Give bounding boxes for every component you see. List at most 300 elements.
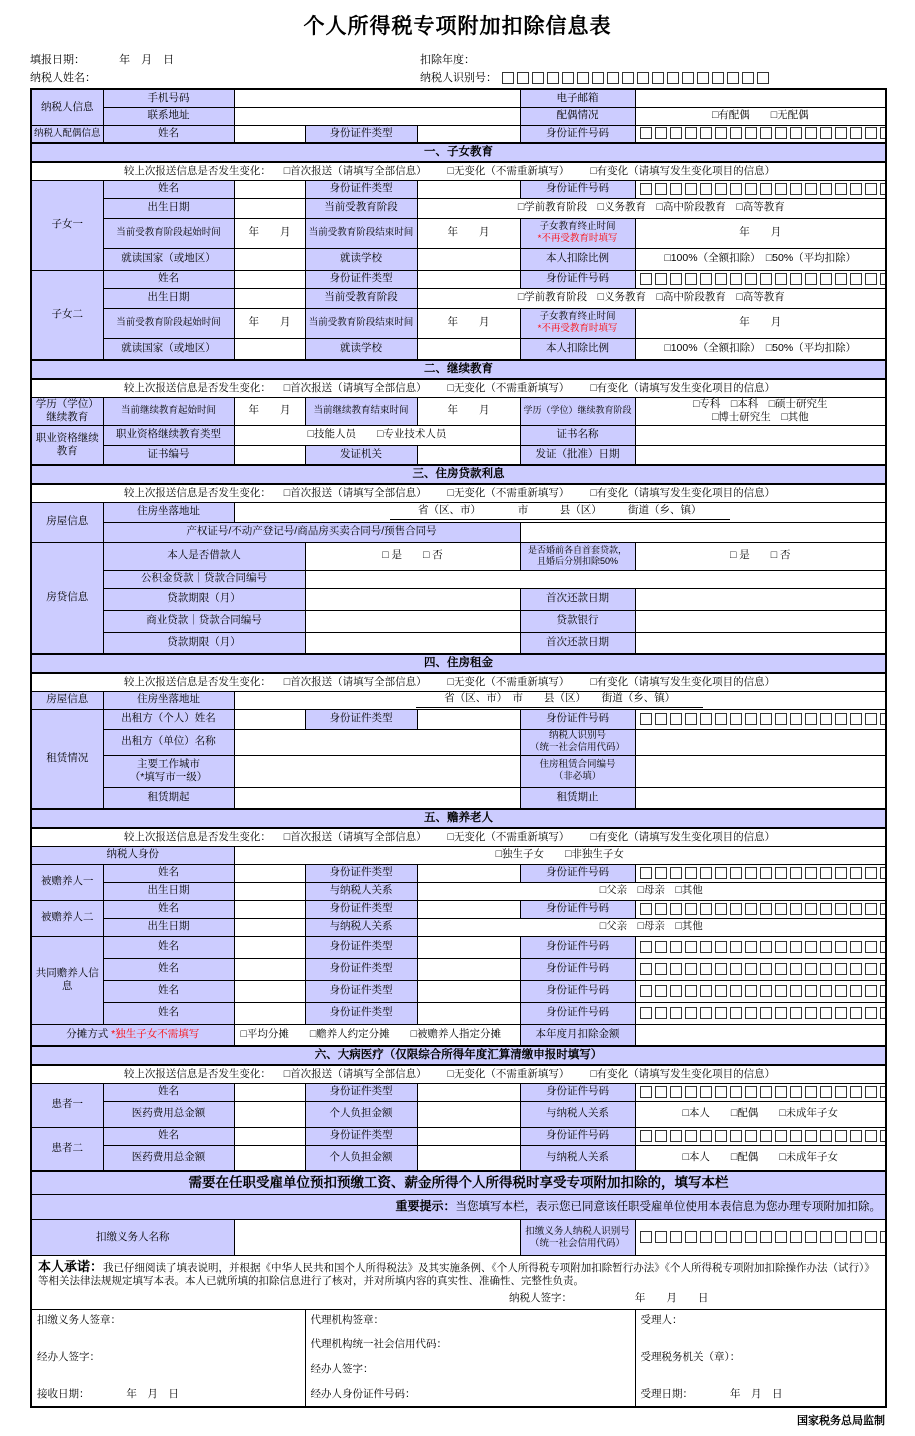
joint1-name-input[interactable] bbox=[234, 936, 305, 958]
id-digit-box[interactable] bbox=[805, 127, 817, 139]
child1-ratio-checkboxes[interactable]: □100%（全额扣除） □50%（平均扣除） bbox=[635, 248, 886, 270]
change-opt-changed[interactable]: □有变化（请填写发生变化项目的信息） bbox=[590, 164, 776, 177]
id-digit-box[interactable] bbox=[850, 713, 862, 725]
child1-country-input[interactable] bbox=[234, 248, 305, 270]
landlord-org-input[interactable] bbox=[234, 729, 520, 755]
id-digit-box[interactable] bbox=[700, 713, 712, 725]
id-digit-box[interactable] bbox=[775, 903, 787, 915]
id-digit-box[interactable] bbox=[760, 941, 772, 953]
id-digit-box[interactable] bbox=[835, 273, 847, 285]
id-digit-box[interactable] bbox=[730, 867, 742, 879]
id-digit-box[interactable] bbox=[865, 1231, 877, 1243]
id-digit-box[interactable] bbox=[865, 985, 877, 997]
id-digit-box[interactable] bbox=[655, 183, 667, 195]
id-digit-box[interactable] bbox=[745, 985, 757, 997]
id-digit-box[interactable] bbox=[865, 273, 877, 285]
id-digit-box[interactable] bbox=[700, 183, 712, 195]
id-digit-box[interactable] bbox=[715, 273, 727, 285]
id-digit-box[interactable] bbox=[715, 1007, 727, 1019]
patient1-id-boxes[interactable] bbox=[635, 1083, 886, 1101]
commercial-term-input[interactable] bbox=[305, 632, 520, 654]
id-digit-box[interactable] bbox=[745, 183, 757, 195]
id-digit-box[interactable] bbox=[775, 1007, 787, 1019]
id-digit-box[interactable] bbox=[640, 273, 652, 285]
id-digit-box[interactable] bbox=[880, 273, 886, 285]
id-digit-box[interactable] bbox=[820, 713, 832, 725]
id-digit-box[interactable] bbox=[685, 963, 697, 975]
joint3-id-boxes[interactable] bbox=[635, 980, 886, 1002]
id-digit-box[interactable] bbox=[670, 183, 682, 195]
dep2-id-type-input[interactable] bbox=[417, 900, 520, 918]
child2-name-input[interactable] bbox=[234, 270, 305, 288]
id-digit-box[interactable] bbox=[880, 941, 886, 953]
voc-type-checkboxes[interactable]: □技能人员 □专业技术人员 bbox=[234, 425, 520, 445]
id-digit-box[interactable] bbox=[685, 867, 697, 879]
id-digit-box[interactable] bbox=[670, 1231, 682, 1243]
id-digit-box[interactable] bbox=[685, 985, 697, 997]
id-digit-box[interactable] bbox=[685, 1086, 697, 1098]
id-digit-box[interactable] bbox=[682, 72, 694, 84]
id-digit-box[interactable] bbox=[532, 72, 544, 84]
receive-date-field[interactable]: 年 月 日 bbox=[126, 1388, 179, 1401]
child1-stage-start-input[interactable]: 年 月 bbox=[234, 218, 305, 248]
id-digit-box[interactable] bbox=[805, 273, 817, 285]
child1-terminate-input[interactable]: 年 月 bbox=[635, 218, 886, 248]
id-digit-box[interactable] bbox=[640, 1007, 652, 1019]
id-digit-box[interactable] bbox=[865, 127, 877, 139]
dep1-relation-checkboxes[interactable]: □父亲 □母亲 □其他 bbox=[417, 882, 886, 900]
id-digit-box[interactable] bbox=[820, 1007, 832, 1019]
id-digit-box[interactable] bbox=[637, 72, 649, 84]
id-digit-box[interactable] bbox=[835, 1231, 847, 1243]
id-digit-box[interactable] bbox=[670, 273, 682, 285]
id-digit-box[interactable] bbox=[865, 713, 877, 725]
id-digit-box[interactable] bbox=[760, 127, 772, 139]
id-digit-box[interactable] bbox=[745, 867, 757, 879]
id-digit-box[interactable] bbox=[760, 1130, 772, 1142]
dep1-id-boxes[interactable] bbox=[635, 864, 886, 882]
id-digit-box[interactable] bbox=[670, 1130, 682, 1142]
id-digit-box[interactable] bbox=[685, 941, 697, 953]
id-digit-box[interactable] bbox=[805, 713, 817, 725]
child1-school-input[interactable] bbox=[417, 248, 520, 270]
id-digit-box[interactable] bbox=[835, 1130, 847, 1142]
id-digit-box[interactable] bbox=[835, 963, 847, 975]
id-digit-box[interactable] bbox=[697, 72, 709, 84]
id-digit-box[interactable] bbox=[850, 963, 862, 975]
id-digit-box[interactable] bbox=[790, 1086, 802, 1098]
id-digit-box[interactable] bbox=[820, 183, 832, 195]
id-digit-box[interactable] bbox=[640, 963, 652, 975]
id-digit-box[interactable] bbox=[700, 941, 712, 953]
id-digit-box[interactable] bbox=[670, 903, 682, 915]
id-digit-box[interactable] bbox=[820, 1130, 832, 1142]
id-digit-box[interactable] bbox=[742, 72, 754, 84]
id-digit-box[interactable] bbox=[850, 985, 862, 997]
id-digit-box[interactable] bbox=[640, 1231, 652, 1243]
joint3-name-input[interactable] bbox=[234, 980, 305, 1002]
rent-end-input[interactable] bbox=[635, 787, 886, 809]
patient1-total-input[interactable] bbox=[234, 1101, 305, 1127]
id-digit-box[interactable] bbox=[730, 963, 742, 975]
id-digit-box[interactable] bbox=[775, 1231, 787, 1243]
child1-stage-checkboxes[interactable]: □学前教育阶段 □义务教育 □高中阶段教育 □高等教育 bbox=[417, 198, 886, 218]
id-digit-box[interactable] bbox=[715, 183, 727, 195]
id-digit-box[interactable] bbox=[655, 1086, 667, 1098]
id-digit-box[interactable] bbox=[685, 127, 697, 139]
id-digit-box[interactable] bbox=[655, 963, 667, 975]
patient2-id-boxes[interactable] bbox=[635, 1127, 886, 1145]
id-digit-box[interactable] bbox=[850, 1086, 862, 1098]
id-digit-box[interactable] bbox=[805, 183, 817, 195]
email-input[interactable] bbox=[635, 89, 886, 107]
child2-id-type-input[interactable] bbox=[417, 270, 520, 288]
dep2-id-boxes[interactable] bbox=[635, 900, 886, 918]
id-digit-box[interactable] bbox=[790, 127, 802, 139]
withholding-agent-name-input[interactable] bbox=[234, 1220, 520, 1256]
id-digit-box[interactable] bbox=[820, 127, 832, 139]
child2-stage-checkboxes[interactable]: □学前教育阶段 □义务教育 □高中阶段教育 □高等教育 bbox=[417, 288, 886, 308]
id-digit-box[interactable] bbox=[805, 1130, 817, 1142]
issuer-input[interactable] bbox=[417, 445, 520, 465]
id-digit-box[interactable] bbox=[670, 867, 682, 879]
id-digit-box[interactable] bbox=[790, 963, 802, 975]
id-digit-box[interactable] bbox=[700, 867, 712, 879]
id-digit-box[interactable] bbox=[727, 72, 739, 84]
cert-no-input[interactable] bbox=[234, 445, 305, 465]
issue-date-input[interactable] bbox=[635, 445, 886, 465]
id-digit-box[interactable] bbox=[790, 867, 802, 879]
landlord-id-boxes[interactable] bbox=[635, 709, 886, 729]
continuing-start-input[interactable]: 年 月 bbox=[234, 397, 305, 425]
joint1-id-boxes[interactable] bbox=[635, 936, 886, 958]
id-digit-box[interactable] bbox=[880, 867, 886, 879]
spouse-name-input[interactable] bbox=[234, 125, 305, 143]
id-digit-box[interactable] bbox=[820, 985, 832, 997]
child1-name-input[interactable] bbox=[234, 180, 305, 198]
child1-id-boxes[interactable] bbox=[635, 180, 886, 198]
child2-country-input[interactable] bbox=[234, 338, 305, 360]
id-digit-box[interactable] bbox=[835, 985, 847, 997]
id-digit-box[interactable] bbox=[880, 1231, 886, 1243]
id-digit-box[interactable] bbox=[655, 127, 667, 139]
id-digit-box[interactable] bbox=[517, 72, 529, 84]
loan-address-input[interactable]: 省（区、市） 市 县（区） 街道（乡、镇） bbox=[234, 502, 886, 522]
id-digit-box[interactable] bbox=[865, 1086, 877, 1098]
landlord-person-input[interactable] bbox=[234, 709, 305, 729]
monthly-deduction-input[interactable] bbox=[635, 1024, 886, 1046]
tax-authority-cell[interactable] bbox=[635, 1309, 886, 1407]
id-digit-box[interactable] bbox=[652, 72, 664, 84]
rent-contract-no-input[interactable] bbox=[635, 755, 886, 787]
dep1-birth-input[interactable] bbox=[234, 882, 305, 900]
id-digit-box[interactable] bbox=[775, 1130, 787, 1142]
id-digit-box[interactable] bbox=[835, 903, 847, 915]
id-digit-box[interactable] bbox=[790, 941, 802, 953]
id-digit-box[interactable] bbox=[685, 1231, 697, 1243]
id-digit-box[interactable] bbox=[820, 1231, 832, 1243]
id-digit-box[interactable] bbox=[775, 963, 787, 975]
dep1-name-input[interactable] bbox=[234, 864, 305, 882]
id-digit-box[interactable] bbox=[715, 941, 727, 953]
rent-address-input[interactable]: 省（区、市） 市 县（区） 街道（乡、镇） bbox=[234, 691, 886, 709]
taxpayer-identity-checkboxes[interactable]: □独生子女 □非独生子女 bbox=[234, 846, 886, 864]
patient1-name-input[interactable] bbox=[234, 1083, 305, 1101]
id-digit-box[interactable] bbox=[640, 985, 652, 997]
landlord-id-type-input[interactable] bbox=[417, 709, 520, 729]
id-digit-box[interactable] bbox=[850, 941, 862, 953]
id-digit-box[interactable] bbox=[805, 867, 817, 879]
rent-start-input[interactable] bbox=[234, 787, 520, 809]
spouse-id-boxes[interactable] bbox=[635, 125, 886, 143]
id-digit-box[interactable] bbox=[745, 1007, 757, 1019]
withholding-agent-id-boxes[interactable] bbox=[635, 1220, 886, 1256]
id-digit-box[interactable] bbox=[760, 1086, 772, 1098]
id-digit-box[interactable] bbox=[805, 985, 817, 997]
loan-bank-input[interactable] bbox=[635, 610, 886, 632]
id-digit-box[interactable] bbox=[880, 127, 886, 139]
id-digit-box[interactable] bbox=[865, 903, 877, 915]
id-digit-box[interactable] bbox=[775, 273, 787, 285]
id-digit-box[interactable] bbox=[655, 941, 667, 953]
id-digit-box[interactable] bbox=[865, 867, 877, 879]
id-digit-box[interactable] bbox=[760, 903, 772, 915]
id-digit-box[interactable] bbox=[730, 985, 742, 997]
id-digit-box[interactable] bbox=[730, 713, 742, 725]
id-digit-box[interactable] bbox=[640, 713, 652, 725]
id-digit-box[interactable] bbox=[640, 1086, 652, 1098]
dep2-birth-input[interactable] bbox=[234, 918, 305, 936]
id-digit-box[interactable] bbox=[790, 713, 802, 725]
child1-id-type-input[interactable] bbox=[417, 180, 520, 198]
id-digit-box[interactable] bbox=[562, 72, 574, 84]
fund-loan-no-input[interactable] bbox=[305, 570, 886, 588]
id-digit-box[interactable] bbox=[655, 1231, 667, 1243]
id-digit-box[interactable] bbox=[685, 713, 697, 725]
accept-date-field[interactable]: 年 月 日 bbox=[729, 1388, 783, 1401]
id-digit-box[interactable] bbox=[790, 273, 802, 285]
joint2-id-boxes[interactable] bbox=[635, 958, 886, 980]
taxpayer-id-boxes[interactable] bbox=[497, 70, 770, 86]
id-digit-box[interactable] bbox=[700, 127, 712, 139]
id-digit-box[interactable] bbox=[790, 1231, 802, 1243]
id-digit-box[interactable] bbox=[775, 985, 787, 997]
continuing-end-input[interactable]: 年 月 bbox=[417, 397, 520, 425]
patient1-id-type-input[interactable] bbox=[417, 1083, 520, 1101]
id-digit-box[interactable] bbox=[670, 963, 682, 975]
patient2-id-type-input[interactable] bbox=[417, 1127, 520, 1145]
joint4-id-boxes[interactable] bbox=[635, 1002, 886, 1024]
id-digit-box[interactable] bbox=[715, 903, 727, 915]
id-digit-box[interactable] bbox=[835, 867, 847, 879]
id-digit-box[interactable] bbox=[850, 183, 862, 195]
patient2-total-input[interactable] bbox=[234, 1145, 305, 1171]
id-digit-box[interactable] bbox=[850, 127, 862, 139]
patient1-personal-input[interactable] bbox=[417, 1101, 520, 1127]
id-digit-box[interactable] bbox=[835, 183, 847, 195]
id-digit-box[interactable] bbox=[880, 183, 886, 195]
patient1-relation-checkboxes[interactable]: □本人 □配偶 □未成年子女 bbox=[635, 1101, 886, 1127]
id-digit-box[interactable] bbox=[640, 941, 652, 953]
id-digit-box[interactable] bbox=[700, 273, 712, 285]
id-digit-box[interactable] bbox=[700, 1007, 712, 1019]
premarital-checkboxes[interactable]: □ 是 □ 否 bbox=[635, 542, 886, 570]
agency-sign-cell[interactable] bbox=[305, 1309, 635, 1407]
child2-terminate-input[interactable]: 年 月 bbox=[635, 308, 886, 338]
id-digit-box[interactable] bbox=[745, 963, 757, 975]
dep2-name-input[interactable] bbox=[234, 900, 305, 918]
change-opt-none[interactable]: □无变化（不需重新填写） bbox=[447, 164, 570, 177]
borrower-checkboxes[interactable]: □ 是 □ 否 bbox=[305, 542, 520, 570]
commercial-first-repay-input[interactable] bbox=[635, 632, 886, 654]
id-digit-box[interactable] bbox=[700, 985, 712, 997]
id-digit-box[interactable] bbox=[820, 941, 832, 953]
id-digit-box[interactable] bbox=[775, 183, 787, 195]
id-digit-box[interactable] bbox=[775, 1086, 787, 1098]
id-digit-box[interactable] bbox=[820, 867, 832, 879]
mobile-input[interactable] bbox=[234, 89, 520, 107]
id-digit-box[interactable] bbox=[790, 903, 802, 915]
id-digit-box[interactable] bbox=[835, 1007, 847, 1019]
child2-birth-input[interactable] bbox=[234, 288, 305, 308]
id-digit-box[interactable] bbox=[730, 1007, 742, 1019]
id-digit-box[interactable] bbox=[745, 1231, 757, 1243]
id-digit-box[interactable] bbox=[850, 273, 862, 285]
joint4-name-input[interactable] bbox=[234, 1002, 305, 1024]
id-digit-box[interactable] bbox=[685, 1007, 697, 1019]
id-digit-box[interactable] bbox=[850, 867, 862, 879]
id-digit-box[interactable] bbox=[730, 183, 742, 195]
id-digit-box[interactable] bbox=[775, 127, 787, 139]
id-digit-box[interactable] bbox=[715, 1130, 727, 1142]
id-digit-box[interactable] bbox=[715, 1231, 727, 1243]
id-digit-box[interactable] bbox=[622, 72, 634, 84]
id-digit-box[interactable] bbox=[790, 985, 802, 997]
id-digit-box[interactable] bbox=[775, 867, 787, 879]
child2-stage-start-input[interactable]: 年 月 bbox=[234, 308, 305, 338]
id-digit-box[interactable] bbox=[760, 713, 772, 725]
id-digit-box[interactable] bbox=[685, 273, 697, 285]
id-digit-box[interactable] bbox=[805, 1231, 817, 1243]
taxpayer-sign-date-field[interactable]: 年 月 日 bbox=[634, 1292, 709, 1305]
joint2-id-type-input[interactable] bbox=[417, 958, 520, 980]
id-digit-box[interactable] bbox=[547, 72, 559, 84]
id-digit-box[interactable] bbox=[730, 273, 742, 285]
id-digit-box[interactable] bbox=[805, 963, 817, 975]
id-digit-box[interactable] bbox=[700, 963, 712, 975]
fund-term-input[interactable] bbox=[305, 588, 520, 610]
child2-id-boxes[interactable] bbox=[635, 270, 886, 288]
id-digit-box[interactable] bbox=[835, 1086, 847, 1098]
id-digit-box[interactable] bbox=[640, 867, 652, 879]
property-cert-input[interactable] bbox=[520, 522, 886, 542]
id-digit-box[interactable] bbox=[790, 183, 802, 195]
id-digit-box[interactable] bbox=[820, 963, 832, 975]
change-opt-first[interactable]: □首次报送（请填写全部信息） bbox=[283, 164, 427, 177]
id-digit-box[interactable] bbox=[655, 713, 667, 725]
id-digit-box[interactable] bbox=[655, 903, 667, 915]
id-digit-box[interactable] bbox=[805, 1007, 817, 1019]
id-digit-box[interactable] bbox=[790, 1007, 802, 1019]
id-digit-box[interactable] bbox=[760, 963, 772, 975]
id-digit-box[interactable] bbox=[655, 1007, 667, 1019]
id-digit-box[interactable] bbox=[670, 713, 682, 725]
id-digit-box[interactable] bbox=[865, 1130, 877, 1142]
id-digit-box[interactable] bbox=[685, 183, 697, 195]
id-digit-box[interactable] bbox=[880, 1130, 886, 1142]
patient2-relation-checkboxes[interactable]: □本人 □配偶 □未成年子女 bbox=[635, 1145, 886, 1171]
id-digit-box[interactable] bbox=[592, 72, 604, 84]
id-digit-box[interactable] bbox=[667, 72, 679, 84]
id-digit-box[interactable] bbox=[760, 867, 772, 879]
id-digit-box[interactable] bbox=[760, 1231, 772, 1243]
fund-first-repay-input[interactable] bbox=[635, 588, 886, 610]
id-digit-box[interactable] bbox=[502, 72, 514, 84]
id-digit-box[interactable] bbox=[640, 903, 652, 915]
id-digit-box[interactable] bbox=[715, 963, 727, 975]
id-digit-box[interactable] bbox=[700, 1086, 712, 1098]
spouse-status-checkboxes[interactable]: □有配偶 □无配偶 bbox=[635, 107, 886, 125]
id-digit-box[interactable] bbox=[715, 1086, 727, 1098]
joint3-id-type-input[interactable] bbox=[417, 980, 520, 1002]
id-digit-box[interactable] bbox=[655, 1130, 667, 1142]
id-digit-box[interactable] bbox=[880, 903, 886, 915]
apportion-checkboxes[interactable]: □平均分摊 □赡养人约定分摊 □被赡养人指定分摊 bbox=[234, 1024, 520, 1046]
id-digit-box[interactable] bbox=[700, 1231, 712, 1243]
joint2-name-input[interactable] bbox=[234, 958, 305, 980]
id-digit-box[interactable] bbox=[745, 1130, 757, 1142]
id-digit-box[interactable] bbox=[607, 72, 619, 84]
id-digit-box[interactable] bbox=[850, 1130, 862, 1142]
id-digit-box[interactable] bbox=[880, 963, 886, 975]
id-digit-box[interactable] bbox=[850, 903, 862, 915]
id-digit-box[interactable] bbox=[820, 1086, 832, 1098]
id-digit-box[interactable] bbox=[655, 867, 667, 879]
patient2-name-input[interactable] bbox=[234, 1127, 305, 1145]
id-digit-box[interactable] bbox=[865, 941, 877, 953]
dep1-id-type-input[interactable] bbox=[417, 864, 520, 882]
id-digit-box[interactable] bbox=[685, 903, 697, 915]
id-digit-box[interactable] bbox=[790, 1130, 802, 1142]
id-digit-box[interactable] bbox=[700, 903, 712, 915]
child2-ratio-checkboxes[interactable]: □100%（全额扣除） □50%（平均扣除） bbox=[635, 338, 886, 360]
id-digit-box[interactable] bbox=[655, 273, 667, 285]
id-digit-box[interactable] bbox=[730, 1130, 742, 1142]
id-digit-box[interactable] bbox=[865, 1007, 877, 1019]
patient2-personal-input[interactable] bbox=[417, 1145, 520, 1171]
joint1-id-type-input[interactable] bbox=[417, 936, 520, 958]
id-digit-box[interactable] bbox=[820, 903, 832, 915]
id-digit-box[interactable] bbox=[805, 941, 817, 953]
id-digit-box[interactable] bbox=[715, 985, 727, 997]
dep2-relation-checkboxes[interactable]: □父亲 □母亲 □其他 bbox=[417, 918, 886, 936]
id-digit-box[interactable] bbox=[715, 713, 727, 725]
id-digit-box[interactable] bbox=[655, 985, 667, 997]
id-digit-box[interactable] bbox=[850, 1231, 862, 1243]
withholding-agent-sign-cell[interactable] bbox=[31, 1309, 305, 1407]
id-digit-box[interactable] bbox=[745, 941, 757, 953]
joint4-id-type-input[interactable] bbox=[417, 1002, 520, 1024]
spouse-id-type-input[interactable] bbox=[417, 125, 520, 143]
id-digit-box[interactable] bbox=[775, 713, 787, 725]
id-digit-box[interactable] bbox=[760, 273, 772, 285]
id-digit-box[interactable] bbox=[730, 127, 742, 139]
id-digit-box[interactable] bbox=[760, 985, 772, 997]
id-digit-box[interactable] bbox=[730, 903, 742, 915]
id-digit-box[interactable] bbox=[805, 1086, 817, 1098]
id-digit-box[interactable] bbox=[745, 273, 757, 285]
id-digit-box[interactable] bbox=[805, 903, 817, 915]
